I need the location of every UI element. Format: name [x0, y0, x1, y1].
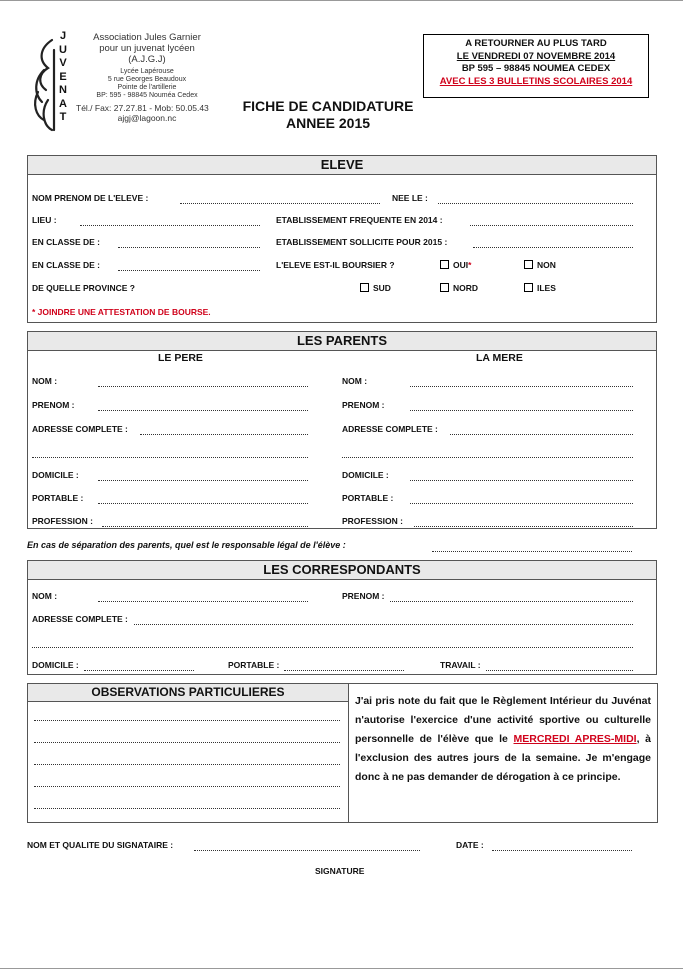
corr-portable-label: PORTABLE : — [228, 660, 280, 670]
corr-nom-field[interactable] — [98, 601, 308, 602]
mercredi-highlight: MERCREDI APRES-MIDI — [513, 733, 637, 745]
en-classe-field-2[interactable] — [118, 270, 260, 271]
top-border — [0, 0, 683, 1]
nord-checkbox[interactable] — [440, 283, 449, 292]
observation-line[interactable] — [34, 742, 340, 743]
observations-section — [27, 683, 349, 823]
bottom-border — [0, 968, 683, 969]
mere-profession-field[interactable] — [414, 526, 633, 527]
mere-adresse-field-2[interactable] — [342, 457, 633, 458]
assoc-abbr: (A.J.G.J) — [128, 54, 166, 65]
assoc-name: Association Jules Garnier — [93, 32, 201, 43]
mere-domicile-field[interactable] — [410, 480, 633, 481]
nord-option[interactable]: NORD — [440, 283, 478, 293]
observation-line[interactable] — [34, 786, 340, 787]
mere-adresse-field[interactable] — [450, 434, 633, 435]
address-line: BP: 595 - 98845 Nouméa Cedex — [96, 92, 198, 99]
address-line: Pointe de l'artillerie — [117, 84, 177, 91]
association-info — [72, 32, 222, 124]
pere-prenom-label: PRENOM : — [32, 400, 75, 410]
iles-checkbox[interactable] — [524, 283, 533, 292]
juvenat-logo — [30, 30, 78, 140]
parents-heading: LES PARENTS — [28, 332, 656, 351]
oui-option[interactable]: OUI* — [440, 260, 471, 270]
observation-line[interactable] — [34, 808, 340, 809]
mere-prenom-label: PRENOM : — [342, 400, 385, 410]
bourse-note: * JOINDRE UNE ATTESTATION DE BOURSE. — [32, 307, 211, 317]
lieu-label: LIEU : — [32, 215, 57, 225]
signataire-field[interactable] — [194, 850, 420, 851]
non-option[interactable]: NON — [524, 260, 556, 270]
mere-domicile-label: DOMICILE : — [342, 470, 389, 480]
pere-portable-label: PORTABLE : — [32, 493, 84, 503]
corr-domicile-field[interactable] — [84, 670, 194, 671]
pere-adresse-field-2[interactable] — [32, 457, 308, 458]
pere-adresse-field[interactable] — [140, 434, 308, 435]
mere-profession-label: PROFESSION : — [342, 516, 403, 526]
parents-section — [27, 331, 657, 529]
etab-frequente-label: ETABLISSEMENT FREQUENTE EN 2014 : — [276, 215, 443, 225]
sud-option[interactable]: SUD — [360, 283, 391, 293]
mere-adresse-label: ADRESSE COMPLETE : — [342, 424, 438, 434]
mere-nom-field[interactable] — [410, 386, 633, 387]
reglement-notice: J'ai pris note du fait que le Règlement Intérieur du Juvénat n'autorise l'exercice d'une activité sportive ou culturelle personnelle de l'élève que le MERCREDI APRES-MIDI, à l'exclusion des autres jours de la semaine. Je m'engage donc à ne pas demander de dérogation à ce principe. — [349, 683, 658, 823]
pere-domicile-label: DOMICILE : — [32, 470, 79, 480]
nom-prenom-field[interactable] — [180, 203, 380, 204]
address-line: Lycée Lapérouse — [120, 68, 174, 75]
observations-heading: OBSERVATIONS PARTICULIERES — [28, 684, 348, 702]
address-line: 5 rue Georges Beaudoux — [107, 76, 187, 83]
observation-line[interactable] — [34, 764, 340, 765]
eleve-heading: ELEVE — [28, 156, 656, 175]
en-classe-field-1[interactable] — [118, 247, 260, 248]
etab-sollicite-field[interactable] — [473, 247, 633, 248]
pere-domicile-field[interactable] — [98, 480, 308, 481]
date-label: DATE : — [456, 840, 484, 850]
iles-option[interactable]: ILES — [524, 283, 556, 293]
separation-question: En cas de séparation des parents, quel est le responsable légal de l'élève : — [27, 540, 346, 550]
pere-profession-field[interactable] — [102, 526, 308, 527]
mere-heading: LA MERE — [476, 352, 523, 364]
correspondants-heading: LES CORRESPONDANTS — [28, 561, 656, 580]
corr-adresse-label: ADRESSE COMPLETE : — [32, 614, 128, 624]
sud-checkbox[interactable] — [360, 283, 369, 292]
boursier-label: L'ELEVE EST-IL BOURSIER ? — [276, 260, 395, 270]
pere-nom-field[interactable] — [98, 386, 308, 387]
etab-frequente-field[interactable] — [470, 225, 633, 226]
return-deadline-box: A RETOURNER AU PLUS TARD LE VENDREDI 07 NOVEMBRE 2014 BP 595 – 98845 NOUMEA CEDEX AVEC LES 3 BULLETINS SCOLAIRES 2014 — [423, 34, 649, 98]
lieu-field[interactable] — [80, 225, 260, 226]
eleve-section — [27, 155, 657, 323]
corr-adresse-field-2[interactable] — [32, 647, 633, 648]
nee-le-label: NEE LE : — [392, 193, 428, 203]
form-title: FICHE DE CANDIDATURE ANNEE 2015 — [242, 98, 414, 131]
correspondants-section — [27, 560, 657, 675]
oui-checkbox[interactable] — [440, 260, 449, 269]
signature-label: SIGNATURE — [315, 866, 365, 876]
pere-adresse-label: ADRESSE COMPLETE : — [32, 424, 128, 434]
juvenat-vertical-letters: J U V E N A T — [59, 30, 67, 123]
corr-prenom-field[interactable] — [390, 601, 633, 602]
mere-prenom-field[interactable] — [410, 410, 633, 411]
en-classe-label-1: EN CLASSE DE : — [32, 237, 101, 247]
pere-prenom-field[interactable] — [98, 410, 308, 411]
corr-adresse-field[interactable] — [134, 624, 633, 625]
signataire-label: NOM ET QUALITE DU SIGNATAIRE : — [27, 840, 174, 850]
nom-prenom-label: NOM PRENOM DE L'ELEVE : — [32, 193, 149, 203]
phone-line: Tél./ Fax: 27.27.81 - Mob: 50.05.43 — [76, 103, 209, 113]
responsable-legal-field[interactable] — [432, 551, 632, 552]
mere-nom-label: NOM : — [342, 376, 368, 386]
mere-portable-field[interactable] — [410, 503, 633, 504]
corr-portable-field[interactable] — [284, 670, 404, 671]
nee-le-field[interactable] — [438, 203, 633, 204]
date-field[interactable] — [492, 850, 632, 851]
corr-domicile-label: DOMICILE : — [32, 660, 79, 670]
en-classe-label-2: EN CLASSE DE : — [32, 260, 101, 270]
pere-nom-label: NOM : — [32, 376, 58, 386]
pere-heading: LE PERE — [158, 352, 203, 364]
corr-travail-label: TRAVAIL : — [440, 660, 481, 670]
corr-prenom-label: PRENOM : — [342, 591, 385, 601]
mere-portable-label: PORTABLE : — [342, 493, 394, 503]
corr-nom-label: NOM : — [32, 591, 58, 601]
assoc-sub: pour un juvenat lycéen — [99, 43, 195, 54]
etab-sollicite-label: ETABLISSEMENT SOLLICITE POUR 2015 : — [276, 237, 448, 247]
email-line: ajgj@lagoon.nc — [117, 113, 177, 123]
observation-line[interactable] — [34, 720, 340, 721]
corr-travail-field[interactable] — [486, 670, 633, 671]
non-checkbox[interactable] — [524, 260, 533, 269]
province-label: DE QUELLE PROVINCE ? — [32, 283, 135, 293]
pere-portable-field[interactable] — [98, 503, 308, 504]
pere-profession-label: PROFESSION : — [32, 516, 93, 526]
